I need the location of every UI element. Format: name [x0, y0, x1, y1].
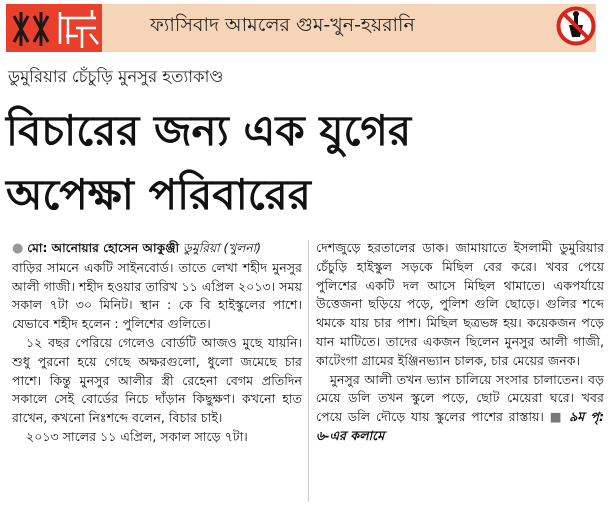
- headline-line-2: অপেক্ষা পরিবারের: [6, 170, 311, 219]
- paragraph: দেশজুড়ে হরতালের ডাক। জামায়াতে ইসলামী ডুমুরিয়ার চেঁচুড়ি হাইস্কুল সড়কে মিছিল বের করে। খবর পেয়ে পুলিশের একটি দল আসে মিছিল থামাতে। একপর্যায়ে উত্তেজনা ছড়িয়ে পড়ে, পুলিশ গুলি ছোড়ে। গুলির শব্দে থমকে যায় চার পাশ। মিছিল ছত্রভঙ্গ হয়। কয়েকজন পড়ে যান মাটিতে। তাদের একজন ছিলেন মুনসুর আলী গাজী, কাটেংগা গ্রামের ইঞ্জিনভ্যান চালক, চার মেয়ের জনক।: [316, 240, 604, 368]
- byline-author: মো: আনোয়ার হোসেন আকুঞ্জী: [27, 241, 180, 255]
- square-bullet-icon: ■: [549, 409, 564, 425]
- article-column-left: [12, 239, 302, 447]
- series-logo-icon: [6, 4, 102, 52]
- continuation-jump: ৯ম পৃ: ৬-এর কলামে: [316, 409, 604, 443]
- article-column-right: [316, 239, 604, 446]
- series-banner: [0, 0, 613, 60]
- headline-line-1: বিচারের জন্য এক যুগের: [6, 106, 412, 155]
- kicker: ডুমুরিয়ার চেঁচুড়ি মুনসুর হত্যাকাণ্ড: [8, 67, 224, 86]
- paragraph: বাড়ির সামনে একটি সাইনবোর্ড। তাতে লেখা শহীদ মুনসুর আলী গাজী। শহীদ হওয়ার তারিখ ১১ এপ্রিল ২০১৩। সময় সকাল ৭টা ৩০ মিনিট। স্থান : কে বি হাইস্কুলের পাশে। যেভাবে শহীদ হলেন : পুলিশের গুলিতে।: [12, 259, 302, 332]
- paragraph: ২০১৩ সালের ১১ এপ্রিল, সকাল সাড়ে ৭টা।: [26, 428, 248, 444]
- byline: [12, 239, 302, 259]
- paragraph: ১২ বছর পেরিয়ে গেলেও বোর্ডটি আজও মুছে যায়নি। শুধু পুরনো হয়ে গেছে অক্ষরগুলো, ধুলো জমেছে চার পাশে। কিন্তু মুনসুর আলীর স্ত্রী রেহেনা বেগম প্রতিদিন সকালে সেই বোর্ডের নিচে দাঁড়ান কিছুক্ষণ। কখনো হাত রাখেন, কখনো নিঃশব্দে বলেন, বিচার চাই।: [12, 334, 302, 426]
- series-title: ফ্যাসিবাদ আমলের গুম-খুন-হয়রানি: [150, 14, 415, 36]
- column-divider: [308, 240, 309, 502]
- bullet-icon: ●: [12, 241, 24, 256]
- byline-place: ডুমুরিয়া (খুলনা): [183, 241, 261, 255]
- paragraph-last: [316, 371, 604, 446]
- prohibition-icon: [555, 5, 597, 47]
- paragraph-text: মুনসুর আলী তখন ভ্যান চালিয়ে সংসার চালাতেন। বড় মেয়ে ডলি তখন স্কুলে পড়ে, ছোট মেয়েরা ঘরে। খবর পেয়ে ডলি দৌড়ে যায় স্কুলের পাশের রাস্তায়।: [316, 371, 604, 425]
- series-logo-graphic: [6, 4, 102, 52]
